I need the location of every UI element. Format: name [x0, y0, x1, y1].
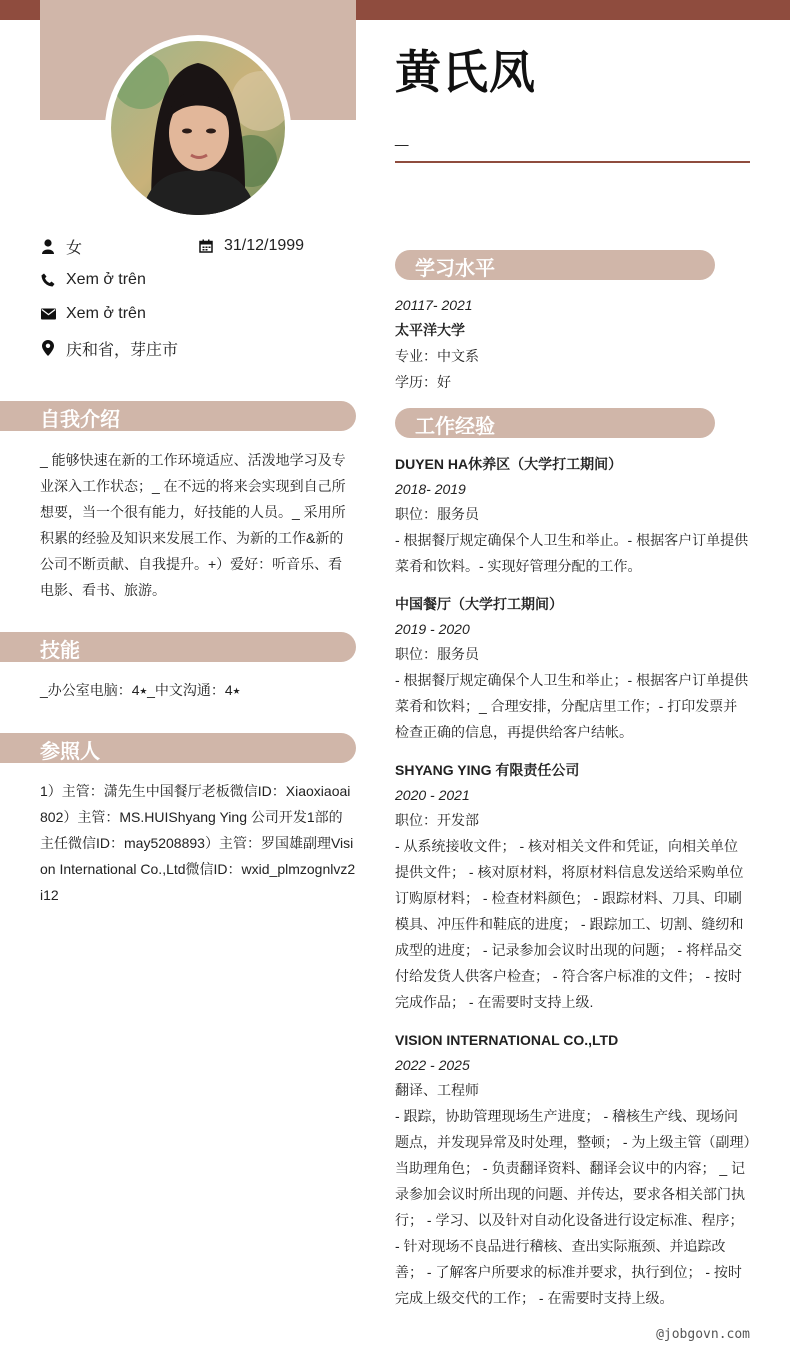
name-divider: [395, 161, 750, 163]
job-company: SHYANG YING 有限责任公司: [395, 762, 580, 778]
job-entry: [395, 1027, 751, 1311]
job-description: - 根据餐厅规定确保个人卫生和举止；- 根据客户订单提供菜肴和饮料；_ 合理安排，分配店里工作；- 打印发票并检查正确的信息，再提供给客户结帐。: [395, 672, 749, 740]
job-description: - 跟踪，协助管理现场生产进度； - 稽核生产线、现场问题点，并发现异常及时处理，整顿； - 为上级主管（副理）当助理角色； - 负责翻译资料、翻译会议中的内容； _ 记录参加会议时所出现的问题、并传达，要求各相关部门执行； - 学习、以及针对自动化设备进行设定标准、程序； - 针对现场不良品进行稽核、查出实际瓶颈、并追踪改善； - 了解客户所要求的标准并要求，执行到位； - 按时完成上级交代的工作； - 在需要时支持上级。: [395, 1108, 751, 1306]
education-school: 太平洋大学: [395, 322, 465, 338]
address-value: 庆和省，芽庄市: [66, 341, 179, 359]
experience-section-title: 工作经验: [415, 416, 495, 438]
email-info: [40, 303, 146, 325]
address-info: [40, 337, 178, 359]
job-title: _: [395, 122, 409, 149]
person-icon: [40, 238, 56, 254]
skills-section-header: [0, 632, 356, 662]
gender-info: [40, 235, 82, 257]
job-role: 职位：服务员: [395, 646, 479, 662]
skills-section-title: 技能: [40, 640, 80, 662]
job-company: VISION INTERNATIONAL CO.,LTD: [395, 1032, 619, 1048]
job-entry: [395, 451, 751, 579]
job-role: 职位：服务员: [395, 506, 479, 522]
calendar-icon: [198, 238, 214, 254]
job-description: - 根据餐厅规定确保个人卫生和举止。- 根据客户订单提供菜肴和饮料。- 实现好管理分配的工作。: [395, 532, 749, 574]
profile-photo-image: [111, 41, 285, 215]
references-text: 1）主管：潇先生中国餐厅老板微信ID：Xiaoxiaoai802）主管：MS.HUIShyang Ying 公司开发1部的主任微信ID：may5208893）主管：罗国雄副理Vision International Co.,Ltd微信ID：wxid_plmzognlvz2i12: [40, 783, 356, 903]
education-date: 20117- 2021: [395, 297, 473, 313]
intro-text: _ 能够快速在新的工作环境适应、活泼地学习及专业深入工作状态；_ 在不远的将来会实现到自己所想要，当一个很有能力，好技能的人员。_ 采用所积累的经验及知识来发展工作、为新的工作&新的公司不断贡献、自我提升。+）爱好：听音乐、看电影、看书、旅游。: [40, 452, 346, 598]
email-value: Xem ở trên: [66, 305, 146, 322]
footer-watermark: @jobgovn.com: [656, 1327, 750, 1342]
education-section-title: 学习水平: [415, 258, 495, 280]
birthday-value: 31/12/1999: [224, 237, 305, 254]
experience-section-header: [395, 408, 715, 438]
education-section-header: [395, 250, 715, 280]
job-role: 职位：开发部: [395, 812, 479, 828]
job-company: DUYEN HA休养区（大学打工期间）: [395, 456, 623, 472]
job-entry: [395, 591, 751, 745]
job-date: 2022 - 2025: [395, 1057, 470, 1073]
phone-info: [40, 269, 146, 291]
profile-photo: [105, 35, 291, 221]
references-section-header: [0, 733, 356, 763]
skills-text: _办公室电脑：4⭑_中文沟通：4⭑: [40, 682, 241, 698]
education-entry: [395, 293, 751, 395]
job-date: 2019 - 2020: [395, 621, 470, 637]
education-major: 专业：中文系: [395, 348, 479, 364]
education-degree: 学历：好: [395, 374, 451, 390]
gender-value: 女: [66, 239, 83, 257]
references-section-title: 参照人: [40, 741, 100, 763]
experience-list: [395, 451, 751, 1323]
job-date: 2020 - 2021: [395, 787, 470, 803]
birthday-info: [198, 235, 304, 257]
mail-icon: [40, 306, 56, 322]
location-pin-icon: [40, 340, 56, 356]
intro-section-header: [0, 401, 356, 431]
job-company: 中国餐厅（大学打工期间）: [395, 596, 563, 612]
job-date: 2018- 2019: [395, 481, 466, 497]
intro-section-title: 自我介绍: [40, 409, 120, 431]
phone-icon: [40, 272, 56, 288]
job-entry: [395, 757, 751, 1015]
job-role: 翻译、工程师: [395, 1082, 479, 1098]
job-description: - 从系统接收文件； - 核对相关文件和凭证，向相关单位提供文件； - 核对原材料，将原材料信息发送给采购单位订购原材料； - 检查材料颜色； - 跟踪材料、刀具、印刷模具、冲压件和鞋底的进度； - 跟踪加工、切割、缝纫和成型的进度； - 记录参加会议时出现的问题； - 将样品交付给发货人供客户检查； - 符合客户标准的文件； - 按时完成作品； - 在需要时支持上级.: [395, 838, 744, 1010]
phone-value: Xem ở trên: [66, 271, 146, 288]
candidate-name: 黄氏凤: [395, 45, 536, 99]
